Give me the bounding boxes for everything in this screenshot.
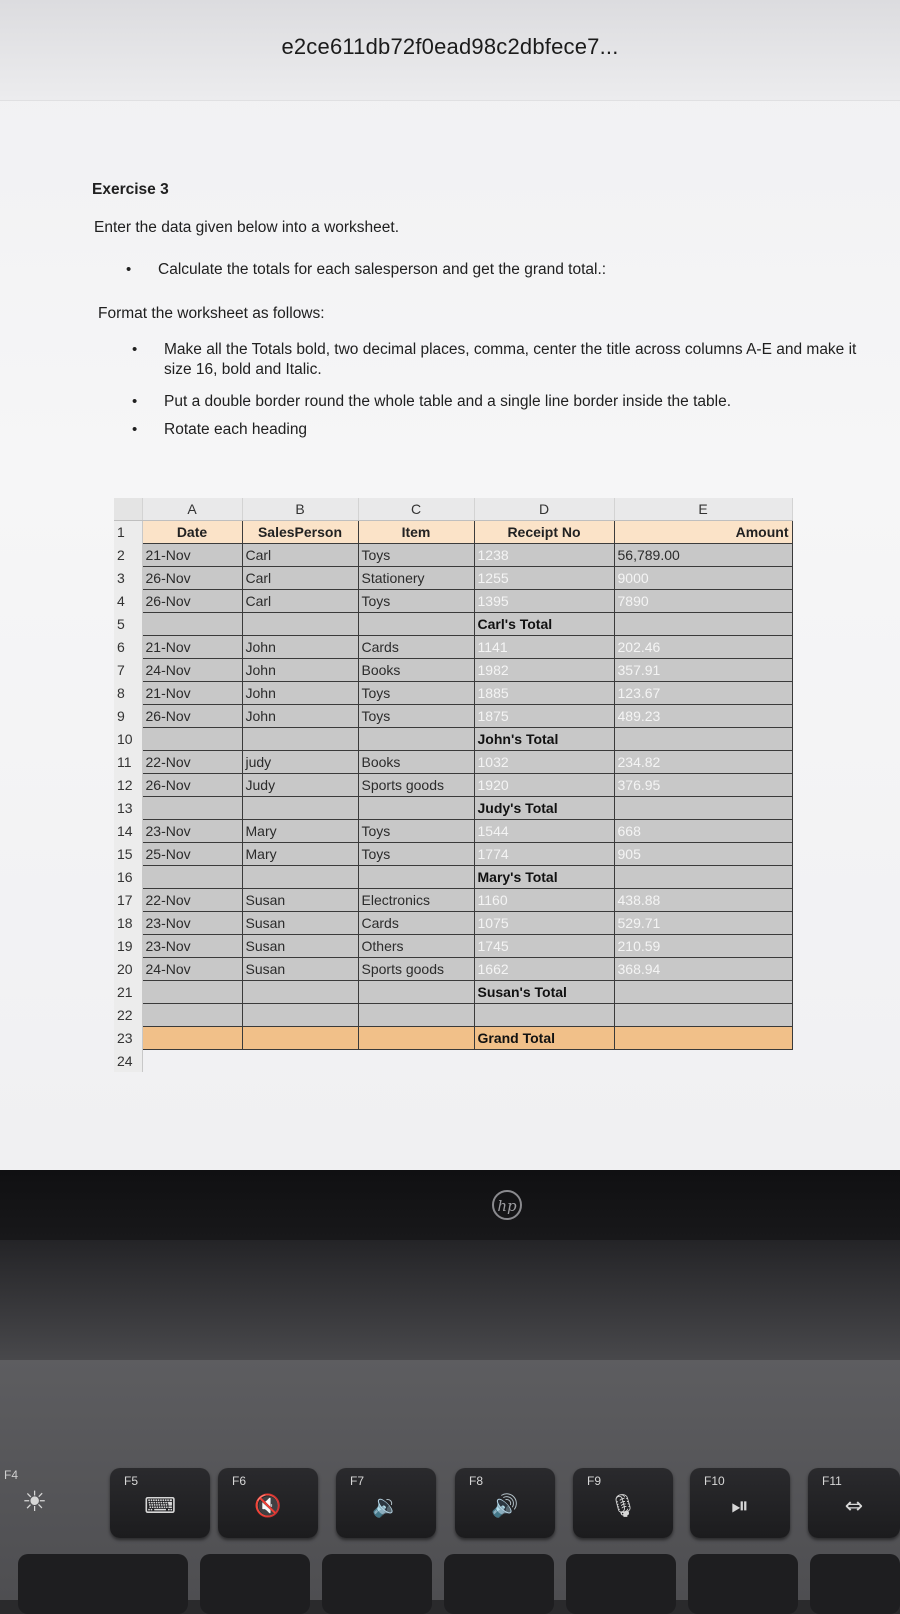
row-number: 12 — [114, 774, 142, 797]
header-cell-item: Item — [358, 521, 474, 544]
cell-amount: 202.46 — [614, 636, 792, 659]
cell-receipt-no: 1255 — [474, 567, 614, 590]
f4-key-label: F4 — [4, 1468, 19, 1482]
cell-receipt-no: Grand Total — [474, 1027, 614, 1050]
table-row — [114, 797, 792, 820]
format-bullet-text: Make all the Totals bold, two decimal places, comma, center the title across columns A-E and make it size 16, bold and Italic. — [164, 341, 857, 378]
table-row — [114, 705, 792, 728]
keyboard-key — [688, 1554, 798, 1614]
cell-date: 23-Nov — [142, 820, 242, 843]
table-row — [114, 935, 792, 958]
cell-item — [358, 1004, 474, 1027]
cell-item — [358, 728, 474, 751]
cell-date: 21-Nov — [142, 682, 242, 705]
function-key-f6 — [218, 1468, 318, 1538]
cell-amount: 234.82 — [614, 751, 792, 774]
cell-date: 21-Nov — [142, 636, 242, 659]
row-number: 4 — [114, 590, 142, 613]
spreadsheet-grid — [114, 498, 793, 1072]
cell-amount: 489.23 — [614, 705, 792, 728]
cell-date — [142, 613, 242, 636]
cell-amount: 376.95 — [614, 774, 792, 797]
key-label: F7 — [350, 1474, 365, 1488]
cell-item: Cards — [358, 636, 474, 659]
select-all-corner — [114, 498, 142, 521]
row-number: 11 — [114, 751, 142, 774]
table-header-row — [114, 521, 792, 544]
cell-item: Toys — [358, 820, 474, 843]
table-row — [114, 613, 792, 636]
volume-up-icon: 🔊 — [491, 1494, 519, 1519]
cell-date — [142, 797, 242, 820]
cell-item — [358, 1027, 474, 1050]
row-number: 6 — [114, 636, 142, 659]
bullet-icon: • — [132, 393, 138, 410]
key-label: F10 — [704, 1474, 725, 1488]
table-row — [114, 820, 792, 843]
cell-salesperson — [242, 613, 358, 636]
column-header: E — [614, 498, 792, 521]
header-cell-date: Date — [142, 521, 242, 544]
cell-receipt-no: 1075 — [474, 912, 614, 935]
cell-item: Stationery — [358, 567, 474, 590]
keyboard-key — [810, 1554, 900, 1614]
table-row — [114, 544, 792, 567]
key-label: F8 — [469, 1474, 484, 1488]
cell-receipt-no: Mary's Total — [474, 866, 614, 889]
cell-amount: 123.67 — [614, 682, 792, 705]
keyboard-key — [322, 1554, 432, 1614]
brightness-icon: ☀ — [22, 1485, 48, 1518]
cell-date: 25-Nov — [142, 843, 242, 866]
column-header: C — [358, 498, 474, 521]
bullet-icon: • — [126, 261, 132, 278]
cell-date: 26-Nov — [142, 590, 242, 613]
task-bullet — [126, 260, 866, 280]
cell-amount — [614, 728, 792, 751]
cell-item: Toys — [358, 590, 474, 613]
cell-amount: 368.94 — [614, 958, 792, 981]
cell-salesperson: Carl — [242, 567, 358, 590]
cell-receipt-no — [474, 1004, 614, 1027]
key-label: F9 — [587, 1474, 602, 1488]
keyboard-key — [18, 1554, 188, 1614]
row-number: 8 — [114, 682, 142, 705]
table-row — [114, 1027, 792, 1050]
cell-item — [358, 866, 474, 889]
format-bullet — [132, 392, 882, 412]
keyboard-backlight-icon: ⌨ — [144, 1494, 176, 1519]
cell-date: 26-Nov — [142, 705, 242, 728]
table-row — [114, 567, 792, 590]
bullet-icon: • — [132, 421, 138, 438]
laptop-bezel — [0, 1170, 900, 1240]
table-row — [114, 912, 792, 935]
function-key-f5 — [110, 1468, 210, 1538]
cell-date: 24-Nov — [142, 659, 242, 682]
mute-icon: 🔇 — [254, 1494, 282, 1519]
cell-salesperson — [242, 797, 358, 820]
cell-receipt-no: 1774 — [474, 843, 614, 866]
function-key-f8 — [455, 1468, 555, 1538]
cell-salesperson: John — [242, 705, 358, 728]
cell-date: 22-Nov — [142, 889, 242, 912]
cell-salesperson — [242, 1027, 358, 1050]
function-key-f7 — [336, 1468, 436, 1538]
cell-receipt-no: 1885 — [474, 682, 614, 705]
table-row — [114, 682, 792, 705]
cell-item — [358, 613, 474, 636]
format-bullet — [132, 420, 882, 440]
table-row — [114, 774, 792, 797]
cell-salesperson: Susan — [242, 912, 358, 935]
cell-receipt-no: 1160 — [474, 889, 614, 912]
cell-salesperson: Mary — [242, 843, 358, 866]
column-header: B — [242, 498, 358, 521]
cell-salesperson: Susan — [242, 958, 358, 981]
key-label: F11 — [822, 1474, 842, 1488]
format-bullet — [132, 340, 882, 380]
keyboard-key — [444, 1554, 554, 1614]
cell-item: Electronics — [358, 889, 474, 912]
cell-salesperson — [242, 981, 358, 1004]
cell-receipt-no: 1544 — [474, 820, 614, 843]
cell-salesperson — [242, 866, 358, 889]
table-row — [114, 590, 792, 613]
row-number: 22 — [114, 1004, 142, 1027]
function-key-f10 — [690, 1468, 790, 1538]
row-number: 2 — [114, 544, 142, 567]
header-cell-amount: Amount — [614, 521, 792, 544]
cell-amount: 438.88 — [614, 889, 792, 912]
cell-date: 24-Nov — [142, 958, 242, 981]
laptop-hinge — [0, 1240, 900, 1360]
viewer-title-bar — [0, 0, 900, 101]
intro-text: Enter the data given below into a worksheet. — [94, 219, 400, 236]
row-number: 23 — [114, 1027, 142, 1050]
table-row — [114, 1050, 792, 1072]
cell-date — [142, 1004, 242, 1027]
mic-mute-icon: 🎙 — [609, 1494, 637, 1519]
row-number: 19 — [114, 935, 142, 958]
table-row — [114, 866, 792, 889]
cell-salesperson: Mary — [242, 820, 358, 843]
play-pause-icon: ⏯ — [731, 1494, 749, 1519]
row-number: 24 — [114, 1050, 142, 1072]
cell-date: 22-Nov — [142, 751, 242, 774]
cell-receipt-no: 1982 — [474, 659, 614, 682]
table-row — [114, 843, 792, 866]
cell-date: 26-Nov — [142, 774, 242, 797]
row-number: 21 — [114, 981, 142, 1004]
cell-salesperson: judy — [242, 751, 358, 774]
function-key-f9 — [573, 1468, 673, 1538]
table-row — [114, 728, 792, 751]
cell-date: 21-Nov — [142, 544, 242, 567]
cell-salesperson: Susan — [242, 889, 358, 912]
function-key-f11 — [808, 1468, 900, 1538]
cell-receipt-no: John's Total — [474, 728, 614, 751]
header-cell-salesperson: SalesPerson — [242, 521, 358, 544]
cell-date — [142, 866, 242, 889]
cell-date — [142, 981, 242, 1004]
cell-receipt-no: 1920 — [474, 774, 614, 797]
bullet-icon: • — [132, 341, 138, 358]
cell-salesperson: Carl — [242, 590, 358, 613]
table-row — [114, 659, 792, 682]
row-number: 1 — [114, 521, 142, 544]
cell-receipt-no: 1662 — [474, 958, 614, 981]
cell-receipt-no: Carl's Total — [474, 613, 614, 636]
hp-logo: hp — [492, 1190, 522, 1220]
cell-amount: 357.91 — [614, 659, 792, 682]
key-label: F5 — [124, 1474, 139, 1488]
cell-item: Sports goods — [358, 958, 474, 981]
row-number: 17 — [114, 889, 142, 912]
cell-receipt-no: 1238 — [474, 544, 614, 567]
cell-item: Toys — [358, 682, 474, 705]
cell-amount — [614, 797, 792, 820]
cell-receipt-no: 1032 — [474, 751, 614, 774]
cell-salesperson: John — [242, 659, 358, 682]
cell-receipt-no: Judy's Total — [474, 797, 614, 820]
row-number: 16 — [114, 866, 142, 889]
cell-amount — [614, 866, 792, 889]
cell-receipt-no: 1875 — [474, 705, 614, 728]
cell-item — [358, 981, 474, 1004]
row-number: 13 — [114, 797, 142, 820]
cell-salesperson: John — [242, 682, 358, 705]
cell-item: Books — [358, 659, 474, 682]
header-cell-receipt-no: Receipt No — [474, 521, 614, 544]
cell-amount: 56,789.00 — [614, 544, 792, 567]
table-row — [114, 636, 792, 659]
cell-salesperson: Judy — [242, 774, 358, 797]
cell-amount — [614, 613, 792, 636]
cell-item: Toys — [358, 843, 474, 866]
format-intro-text: Format the worksheet as follows: — [98, 305, 325, 322]
cell-salesperson — [242, 728, 358, 751]
row-number: 14 — [114, 820, 142, 843]
cell-receipt-no: 1745 — [474, 935, 614, 958]
exercise-heading: Exercise 3 — [92, 181, 169, 198]
cell-amount: 668 — [614, 820, 792, 843]
cell-receipt-no: Susan's Total — [474, 981, 614, 1004]
spreadsheet-image — [114, 498, 824, 1078]
keyboard-key — [200, 1554, 310, 1614]
document-title: e2ce611db72f0ead98c2dbfece7... — [281, 34, 619, 59]
row-number: 10 — [114, 728, 142, 751]
cell-amount: 9000 — [614, 567, 792, 590]
cell-receipt-no: 1395 — [474, 590, 614, 613]
cell-item: Toys — [358, 544, 474, 567]
cell-amount — [614, 1027, 792, 1050]
cell-amount — [614, 981, 792, 1004]
table-row — [114, 889, 792, 912]
cell-date: 23-Nov — [142, 912, 242, 935]
table-row — [114, 751, 792, 774]
row-number: 9 — [114, 705, 142, 728]
row-number: 7 — [114, 659, 142, 682]
cell-item: Others — [358, 935, 474, 958]
cell-item — [358, 797, 474, 820]
cell-amount: 529.71 — [614, 912, 792, 935]
row-number: 5 — [114, 613, 142, 636]
column-header: A — [142, 498, 242, 521]
row-number: 15 — [114, 843, 142, 866]
table-row — [114, 1004, 792, 1027]
volume-down-icon: 🔉 — [372, 1494, 400, 1519]
key-label: F6 — [232, 1474, 247, 1488]
cell-amount: 210.59 — [614, 935, 792, 958]
table-row — [114, 981, 792, 1004]
cell-amount: 905 — [614, 843, 792, 866]
cell-item: Cards — [358, 912, 474, 935]
cell-date: 23-Nov — [142, 935, 242, 958]
format-bullet-text: Put a double border round the whole table and a single line border inside the table. — [164, 393, 732, 410]
cell-amount — [614, 1004, 792, 1027]
cell-date: 26-Nov — [142, 567, 242, 590]
row-number: 3 — [114, 567, 142, 590]
document-page — [0, 100, 900, 1170]
row-number: 18 — [114, 912, 142, 935]
column-header: D — [474, 498, 614, 521]
cell-date — [142, 1027, 242, 1050]
cell-date — [142, 728, 242, 751]
cell-salesperson: Carl — [242, 544, 358, 567]
projection-icon: ⇔ — [844, 1494, 864, 1519]
cell-salesperson: John — [242, 636, 358, 659]
cell-receipt-no: 1141 — [474, 636, 614, 659]
cell-salesperson: Susan — [242, 935, 358, 958]
cell-item: Sports goods — [358, 774, 474, 797]
column-header-row — [114, 498, 792, 521]
cell-amount: 7890 — [614, 590, 792, 613]
row-number: 20 — [114, 958, 142, 981]
keyboard-key — [566, 1554, 676, 1614]
cell-salesperson — [242, 1004, 358, 1027]
task-bullet-text: Calculate the totals for each salesperson and get the grand total.: — [158, 261, 607, 278]
cell-item: Books — [358, 751, 474, 774]
cell-item: Toys — [358, 705, 474, 728]
table-row — [114, 958, 792, 981]
format-bullet-text: Rotate each heading — [164, 421, 308, 438]
